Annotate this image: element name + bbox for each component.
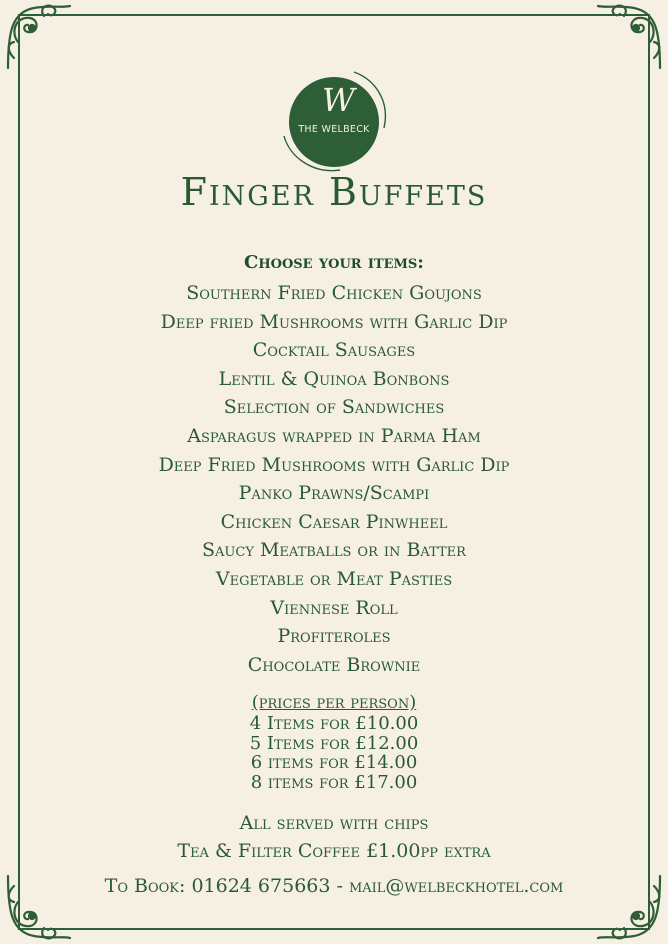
logo-monogram: W — [322, 81, 355, 119]
coffee-note: Tea & Filter Coffee £1.00pp extra — [177, 840, 491, 862]
menu-item: Profiteroles — [277, 625, 391, 648]
extras — [0, 809, 668, 865]
chips-note: All served with chips — [239, 812, 429, 834]
menu-item: Asparagus wrapped in Parma Ham — [187, 424, 481, 447]
corner-ornament-top-left — [4, 2, 74, 72]
menu-item: Saucy Meatballs or in Batter — [202, 539, 466, 562]
booking-contact: To Book: 01624 675663 - mail@welbeckhotel.com — [104, 875, 564, 897]
menu-item: Chocolate Brownie — [247, 653, 421, 676]
menu-item: Chicken Caesar Pinwheel — [220, 510, 448, 533]
menu-heading: Choose your items: — [244, 252, 424, 273]
corner-ornament-top-right — [594, 2, 664, 72]
menu-item: Southern Fried Chicken Goujons — [186, 282, 482, 304]
menu-item: Viennese Roll — [270, 596, 398, 619]
price-row: 5 Items for £12.00 — [249, 732, 419, 754]
price-list — [0, 692, 668, 792]
logo-name: THE WELBECK — [298, 124, 370, 135]
price-row: 8 items for £17.00 — [250, 771, 418, 793]
menu-item: Cocktail Sausages — [252, 339, 416, 362]
menu-item: Panko Prawns/Scampi — [238, 482, 430, 505]
menu-item: Deep Fried Mushrooms with Garlic Dip — [158, 453, 510, 476]
menu-item: Vegetable or Meat Pasties — [215, 567, 453, 590]
welbeck-logo — [278, 66, 394, 176]
page-title: Finger Buffets — [180, 170, 488, 214]
price-row: 4 Items for £10.00 — [249, 713, 419, 734]
menu-item: Lentil & Quinoa Bonbons — [218, 367, 450, 390]
price-row: 6 items for £14.00 — [250, 752, 418, 773]
menu-item: Selection of Sandwiches — [223, 396, 445, 419]
menu-item-list — [0, 279, 668, 679]
price-heading: (prices per person) — [251, 692, 417, 713]
menu-item: Deep fried Mushrooms with Garlic Dip — [160, 310, 508, 333]
